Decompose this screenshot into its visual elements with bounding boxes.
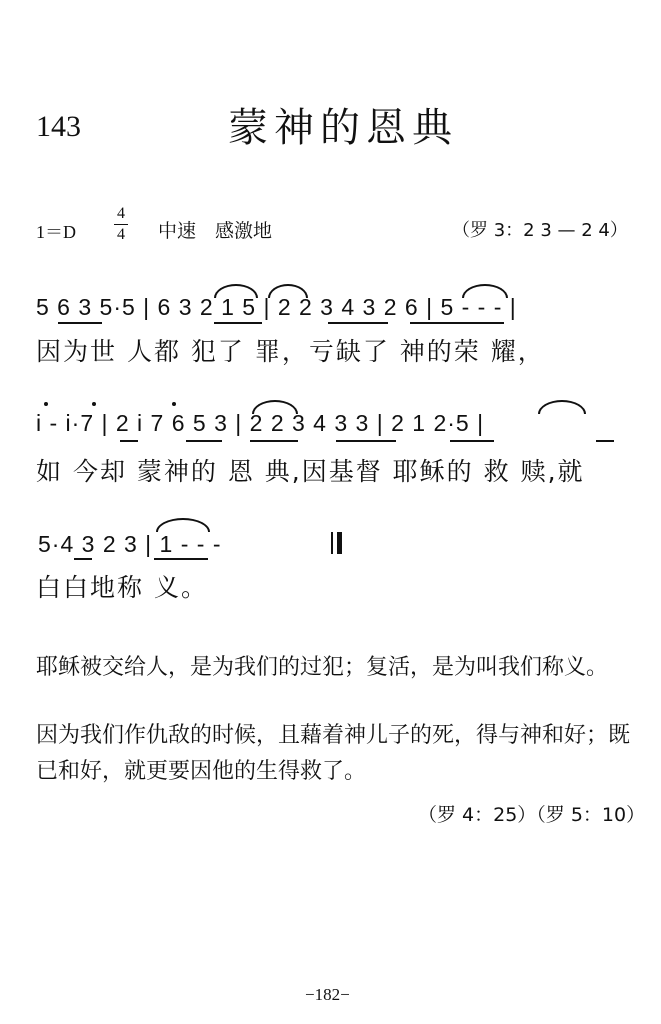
underline-beam <box>214 322 262 324</box>
notation-line-2: i - i·7 | 2 i 7 6 5 3 | 2 2 3 4 3 3 | 2 1 2·5 | <box>36 410 485 436</box>
time-signature-bottom: 4 <box>117 226 125 243</box>
scripture-reference-top: （罗 3：2 3 — 2 4） <box>452 220 628 241</box>
key-signature: 1＝D <box>36 222 76 242</box>
scripture-reference-bottom: （罗 4：25）（罗 5：10） <box>418 804 646 826</box>
notation-line-1: 5 6 3 5·5 | 6 3 2 1 5 | 2 2 3 4 3 2 6 | 5 - - - | <box>36 294 517 320</box>
time-signature <box>114 205 128 244</box>
underline-beam <box>328 322 388 324</box>
tempo-marking: 中速 感激地 <box>158 220 273 242</box>
time-signature-divider <box>114 224 128 225</box>
hymn-title: 蒙神的恩典 <box>228 105 458 151</box>
final-barline-thick <box>337 532 342 554</box>
slur-arc <box>156 518 210 532</box>
verse-paragraph-2: 因为我们作仇敌的时候，且藉着神儿子的死，得与神和好；既已和好，就更要因他的生得救了。 <box>36 723 631 784</box>
underline-beam <box>120 440 138 442</box>
time-signature-top: 4 <box>117 205 125 222</box>
slur-arc <box>538 400 586 414</box>
octave-dot <box>92 402 96 406</box>
octave-dot <box>44 402 48 406</box>
underline-beam <box>450 440 494 442</box>
slur-arc <box>252 400 298 414</box>
octave-dot <box>172 402 176 406</box>
page-number: −182− <box>305 985 350 1004</box>
underline-beam <box>250 440 298 442</box>
underline-beam <box>74 558 92 560</box>
underline-beam <box>336 440 396 442</box>
lyrics-line-2: 如 今却 蒙神的 恩 典,因基督 耶稣的 救 赎,就 <box>36 457 585 486</box>
underline-beam <box>58 322 102 324</box>
slur-arc <box>462 284 508 298</box>
notation-line-3: 5·4 3 2 3 | 1 - - - <box>38 531 222 557</box>
lyrics-line-3: 白白地称 义。 <box>36 573 208 602</box>
slur-arc <box>214 284 258 298</box>
underline-beam <box>186 440 222 442</box>
verse-paragraph-1: 耶稣被交给人，是为我们的过犯；复活，是为叫我们称义。 <box>36 655 609 680</box>
final-barline-thin <box>331 532 333 554</box>
underline-beam <box>410 322 504 324</box>
underline-beam <box>154 558 208 560</box>
hymn-number: 143 <box>36 110 81 143</box>
lyrics-line-1: 因为世 人都 犯了 罪，亏缺了 神的荣 耀， <box>36 337 545 366</box>
underline-beam <box>596 440 614 442</box>
slur-arc <box>268 284 308 298</box>
